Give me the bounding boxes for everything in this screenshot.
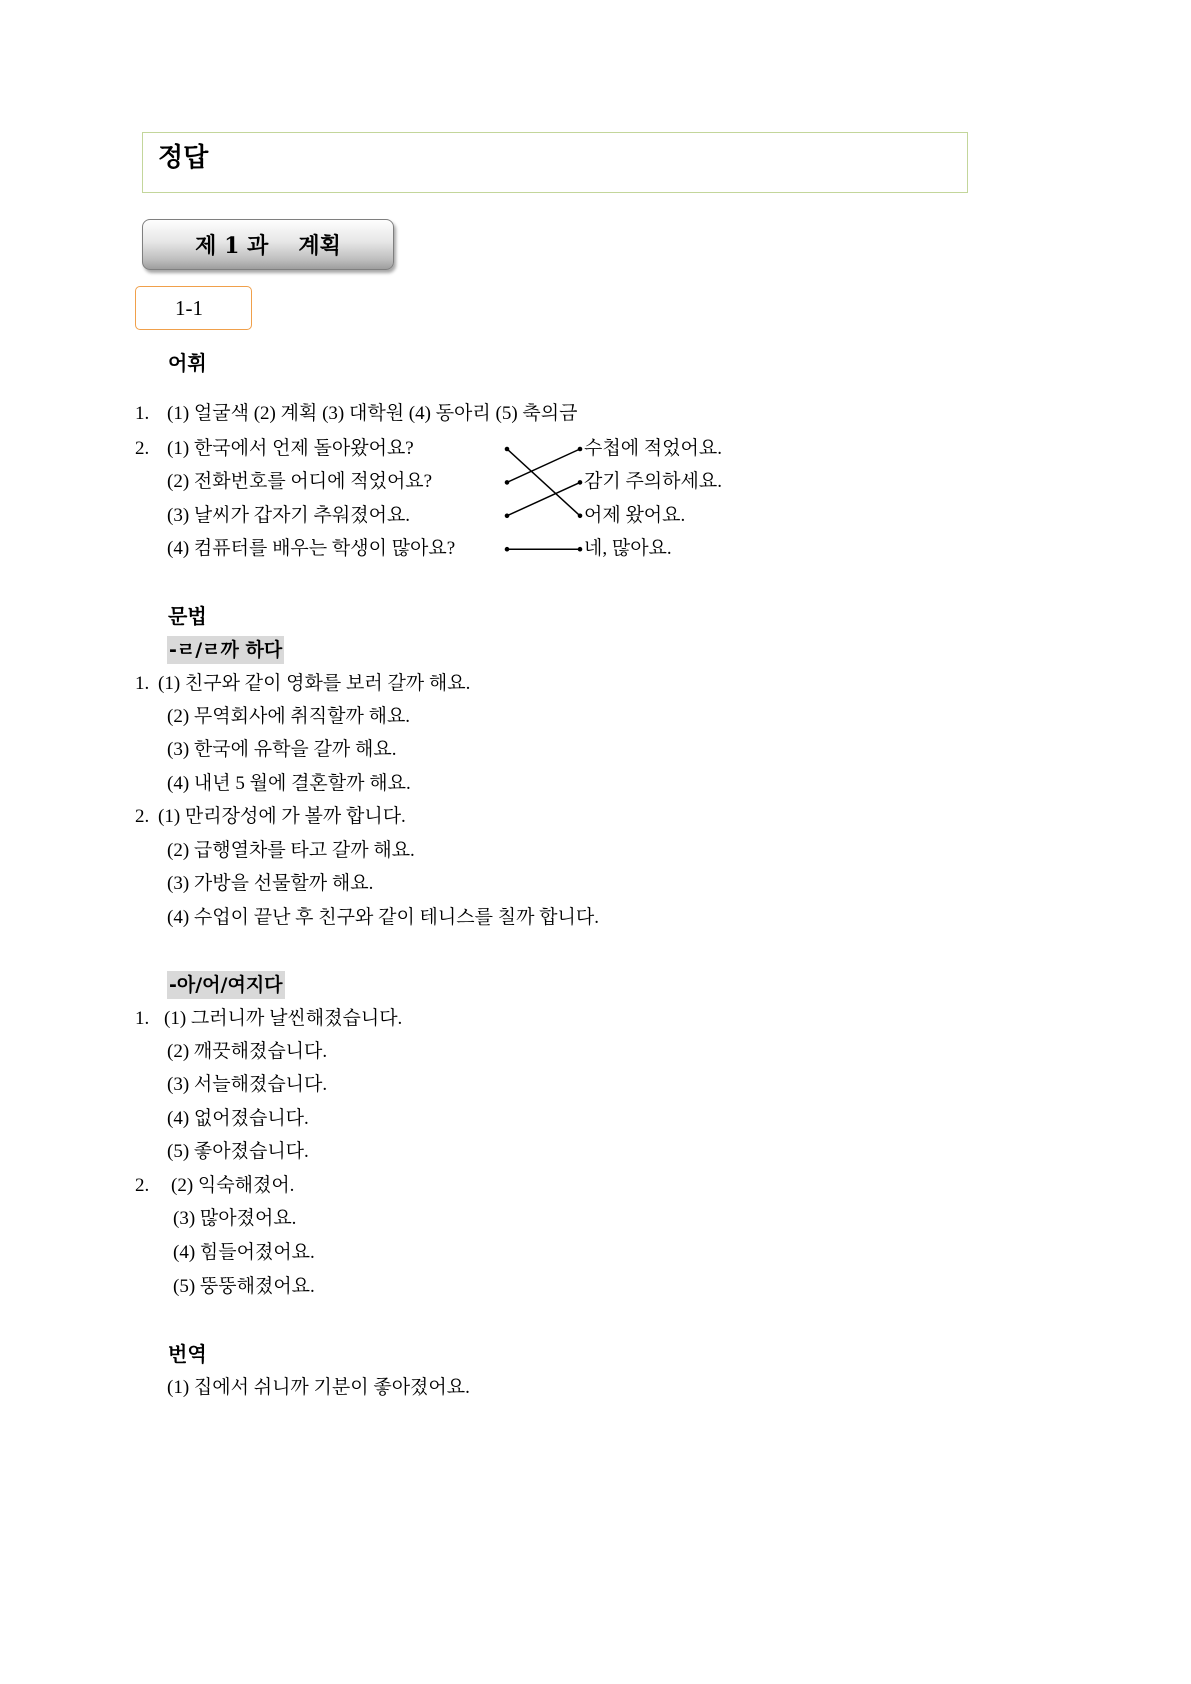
match-left-item: (1) 한국에서 언제 돌아왔어요? (167, 438, 414, 459)
match-right-dot (578, 514, 583, 519)
answer-line: (3) 가방을 선물할까 해요. (167, 873, 374, 894)
question-number: 1. (135, 673, 150, 694)
answer-title-box (142, 132, 968, 193)
vocabulary-answer-line: (1) 얼굴색 (2) 계획 (3) 대학원 (4) 동아리 (5) 축의금 (167, 403, 578, 424)
question-number: 1. (135, 1008, 150, 1029)
answer-line: (3) 한국에 유학을 갈까 해요. (167, 739, 397, 760)
translation-heading: 번역 (168, 1342, 207, 1366)
matching-lines (495, 435, 595, 565)
answer-line: (2) 무역회사에 취직할까 해요. (167, 706, 411, 727)
match-line (507, 449, 580, 482)
vocabulary-heading: 어휘 (168, 351, 207, 375)
match-right-item: 어제 왔어요. (584, 505, 686, 526)
match-left-dot (505, 514, 510, 519)
match-right-item: 네, 많아요. (584, 538, 672, 559)
page-title: 정답 (158, 143, 209, 173)
match-left-item: (2) 전화번호를 어디에 적었어요? (167, 471, 433, 492)
grammar-heading: 문법 (168, 604, 207, 628)
grammar-point-title: -ㄹ/ㄹ까 하다 (167, 636, 284, 664)
lesson-number: 제 1 과 (195, 233, 269, 259)
answer-line: (4) 내년 5 월에 결혼할까 해요. (167, 773, 411, 794)
match-left-dot (505, 447, 510, 452)
answer-line: (4) 없어졌습니다. (167, 1108, 309, 1129)
match-right-dot (578, 547, 583, 552)
answer-line: (3) 서늘해졌습니다. (167, 1074, 328, 1095)
grammar-point-title: -아/어/여지다 (167, 971, 285, 999)
answer-line: (1) 집에서 쉬니까 기분이 좋아졌어요. (167, 1377, 470, 1398)
section-label: 1-1 (175, 296, 203, 320)
match-right-dot (578, 480, 583, 485)
answer-line: (4) 수업이 끝난 후 친구와 같이 테니스를 칠까 합니다. (167, 907, 599, 928)
answer-line: (2) 깨끗해졌습니다. (167, 1041, 328, 1062)
section-label-box (135, 286, 252, 330)
match-left-dot (505, 547, 510, 552)
question-number: 2. (135, 438, 150, 459)
question-number: 2. (135, 1175, 150, 1196)
answer-line: (1) 만리장성에 가 볼까 합니다. (158, 806, 406, 827)
question-number: 1. (135, 403, 150, 424)
answer-line: (2) 급행열차를 타고 갈까 해요. (167, 840, 415, 861)
lesson-name: 계획 (298, 233, 341, 259)
match-left-item: (4) 컴퓨터를 배우는 학생이 많아요? (167, 538, 456, 559)
match-line (507, 449, 580, 516)
answer-line: (4) 힘들어졌어요. (173, 1242, 315, 1263)
match-line (507, 482, 580, 515)
match-left-item: (3) 날씨가 갑자기 추워졌어요. (167, 505, 411, 526)
match-right-item: 수첩에 적었어요. (584, 438, 722, 459)
answer-line: (2) 익숙해졌어. (171, 1175, 295, 1196)
answer-line: (5) 뚱뚱해졌어요. (173, 1276, 315, 1297)
match-left-dot (505, 480, 510, 485)
question-number: 2. (135, 806, 150, 827)
match-right-item: 감기 주의하세요. (584, 471, 722, 492)
answer-line: (5) 좋아졌습니다. (167, 1141, 309, 1162)
match-right-dot (578, 447, 583, 452)
answer-line: (3) 많아졌어요. (173, 1208, 297, 1229)
answer-line: (1) 그러니까 날씬해졌습니다. (164, 1008, 403, 1029)
answer-line: (1) 친구와 같이 영화를 보러 갈까 해요. (158, 673, 471, 694)
lesson-banner (142, 219, 394, 270)
